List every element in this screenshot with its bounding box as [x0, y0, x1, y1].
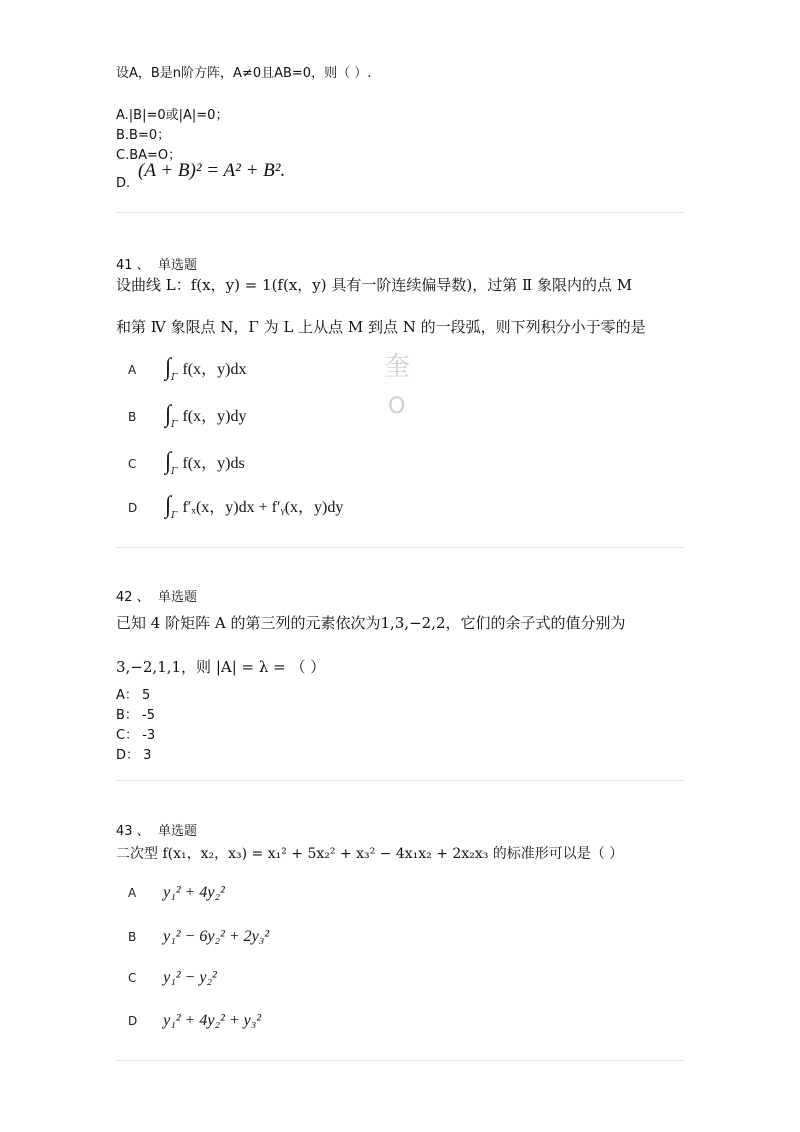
option-expression: y₁² − y₂²: [163, 969, 217, 986]
q42-type: 单选题: [158, 590, 198, 605]
q41-type: 单选题: [158, 258, 198, 273]
q41-option[interactable]: [128, 492, 343, 521]
option-expression: f(x，y)ds: [182, 455, 245, 472]
option-expression: y₁² − 6y₂² + 2y₃²: [163, 928, 270, 945]
q43-option[interactable]: [128, 926, 269, 946]
q40-option-c: C.BA=O；: [116, 148, 182, 163]
q43-option[interactable]: [128, 967, 217, 987]
q43-option[interactable]: [128, 1010, 261, 1030]
option-label: B: [128, 410, 137, 424]
q41-option[interactable]: [128, 448, 245, 477]
q42-option-b[interactable]: B： -5: [116, 708, 156, 723]
watermark-glyph: O: [388, 394, 406, 419]
integral-subscript: Γ: [171, 511, 178, 521]
integral-sign: ∫: [165, 490, 172, 519]
q41-stem-line1: 设曲线 L：f(x，y) = 1(f(x，y) 具有一阶连续偏导数)，过第 Ⅱ 象限内的点 M: [116, 276, 633, 294]
option-label: A: [128, 363, 137, 377]
option-expression: f(x，y)dx: [182, 361, 247, 378]
option-label: B: [128, 930, 137, 944]
q42-stem-line1: 已知 4 阶矩阵 A 的第三列的元素依次为1,3,−2,2，它们的余子式的值分别为: [116, 614, 626, 632]
option-expression: y₁² + 4y₂²: [163, 884, 225, 901]
q40-stem: 设A，B是n阶方阵，A≠0且AB=0，则（ ）.: [116, 66, 372, 81]
q41-option[interactable]: [128, 354, 246, 383]
q42-option-a[interactable]: A： 5: [116, 688, 151, 703]
option-expression: f′ₓ(x，y)dx + f′ᵧ(x，y)dy: [182, 499, 344, 516]
integral-sign: ∫: [165, 352, 172, 381]
option-expression: y₁² + 4y₂² + y₃²: [163, 1012, 262, 1029]
q42-number: 42 、: [116, 590, 150, 605]
divider: [116, 780, 684, 781]
q40-option-d-label: D.: [116, 176, 131, 191]
q42-option-d[interactable]: D： 3: [116, 748, 152, 763]
q40-option-a: A.|B|=0或|A|=0；: [116, 108, 229, 123]
option-label: D: [128, 1014, 138, 1028]
q40-option-d-expression: (A + B)² = A² + B².: [138, 160, 286, 181]
integral-subscript: Γ: [171, 420, 178, 430]
option-expression: f(x，y)dy: [182, 408, 247, 425]
integral-sign: ∫: [165, 399, 172, 428]
integral-subscript: Γ: [171, 467, 178, 477]
q43-option[interactable]: [128, 882, 225, 902]
option-label: A: [128, 886, 137, 900]
integral-sign: ∫: [165, 446, 172, 475]
q41-stem-line2: 和第 Ⅳ 象限点 N，Γ 为 L 上从点 M 到点 N 的一段弧，则下列积分小于零的是: [116, 318, 646, 336]
q43-stem: 二次型 f(x₁，x₂，x₃) = x₁² + 5x₂² + x₃² − 4x₁x₂ + 2x₂x₃ 的标准形可以是（ ）: [116, 846, 624, 862]
q42-option-c[interactable]: C： -3: [116, 728, 156, 743]
watermark-glyph: 奎: [384, 352, 411, 382]
option-label: D: [128, 501, 138, 515]
option-label: C: [128, 457, 137, 471]
option-label: C: [128, 971, 137, 985]
q43-type: 单选题: [158, 824, 198, 839]
q41-option[interactable]: [128, 401, 246, 430]
integral-subscript: Γ: [171, 373, 178, 383]
q41-number: 41 、: [116, 258, 150, 273]
q43-number: 43 、: [116, 824, 150, 839]
divider: [116, 547, 684, 548]
divider: [116, 1060, 684, 1061]
q40-option-b: B.B=0；: [116, 128, 171, 143]
divider: [116, 212, 684, 213]
q42-stem-line2: 3,−2,1,1，则 |A| = λ = （ ）: [116, 658, 326, 676]
